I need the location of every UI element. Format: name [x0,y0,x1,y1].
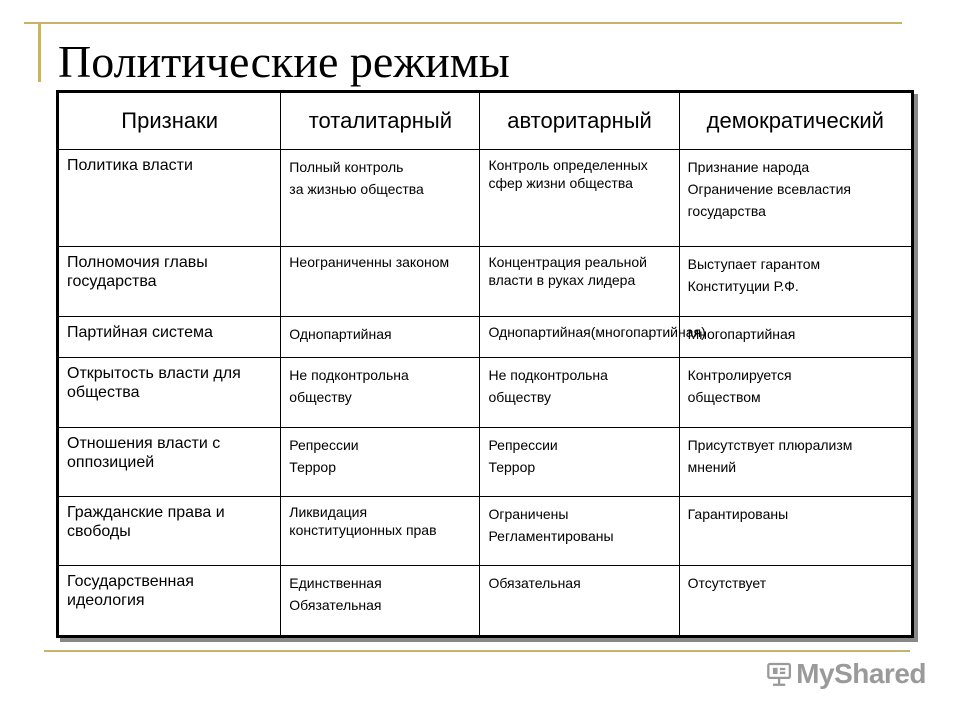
cell-line: Ликвидация конституционных прав [289,503,437,538]
authoritarian-cell [480,247,679,316]
feature-cell: Открытость власти для общества [58,358,281,427]
democratic-cell [679,566,912,637]
cell-line: Признание народа [687,159,810,175]
cell-line: Регламентированы [488,527,614,544]
table-body [58,150,913,637]
header-democratic: демократический [679,92,912,150]
cell-line: мнений [687,458,737,475]
cell-line: Концентрация реальной власти в руках лидера [488,254,647,289]
cell-line: Однопартийная [289,325,392,342]
feature-cell: Политика власти [58,150,281,247]
cell-line: Единственная [289,575,382,592]
democratic-cell [679,150,912,247]
cell-line: Присутствует плюрализм [687,436,853,453]
cell-line: Террор [488,458,536,475]
header-totalitarian: тоталитарный [281,92,480,150]
cell-line: Выступает гарантом Конституции Р.Ф. [687,256,821,295]
cell-line: Полный контроль [289,159,404,175]
cell-line: Гарантированы [687,505,789,522]
totalitarian-cell [281,247,480,316]
cell-line: Неограниченны законом [289,254,450,271]
democratic-cell [679,496,912,565]
decorative-left-line [38,22,41,82]
authoritarian-cell [480,566,679,637]
decorative-bottom-line [44,650,910,652]
table-row [58,427,913,496]
totalitarian-cell [281,150,480,247]
regimes-table [56,90,914,638]
cell-line: Репрессии [289,436,359,453]
table-row [58,496,913,565]
feature-cell: Полномочия главы государства [58,247,281,316]
feature-cell: Отношения власти с оппозицией [58,427,281,496]
cell-line: Обязательная [289,597,382,614]
totalitarian-cell [281,358,480,427]
cell-line: обществу [488,389,551,406]
authoritarian-cell [480,150,679,247]
authoritarian-cell [480,358,679,427]
totalitarian-cell [281,566,480,637]
table-row [58,566,913,637]
table-row [58,247,913,316]
cell-line: за жизнью общества [289,181,424,197]
cell-line: Контроль определенных сфер жизни общества [488,157,648,191]
democratic-cell [679,316,912,358]
cell-line: Контролируется [687,367,792,384]
cell-line: Отсутствует [687,575,767,592]
cell-line: Ограничены [488,505,569,522]
authoritarian-cell [480,496,679,565]
table-header-row [58,92,913,150]
cell-line: Однопартийная(многопартийная) [488,323,706,340]
header-features: Признаки [58,92,281,150]
cell-line: Ограничение всевластия государства [687,181,851,219]
header-authoritarian: авторитарный [480,92,679,150]
feature-cell: Гражданские права и свободы [58,496,281,565]
watermark-logo [766,654,926,694]
democratic-cell [679,427,912,496]
authoritarian-cell [480,316,706,358]
table-row [58,316,913,358]
democratic-cell [679,358,912,427]
decorative-top-line [24,22,902,24]
watermark-text: MyShared [796,658,926,689]
authoritarian-cell [480,427,679,496]
cell-line: обществу [289,389,352,406]
table-row [58,150,913,247]
feature-cell: Партийная система [58,316,281,358]
totalitarian-cell [281,316,480,358]
cell-line: Не подконтрольна [289,367,409,384]
totalitarian-cell [281,496,480,565]
cell-line: Репрессии [488,436,558,453]
feature-cell: Государственная идеология [58,566,281,637]
cell-line: обществом [687,389,761,406]
democratic-cell [679,247,912,316]
page-title: Политические режимы [58,36,510,87]
cell-line: Террор [289,458,336,475]
cell-line: Обязательная [488,575,581,592]
table-row [58,358,913,427]
presentation-icon [766,657,792,691]
totalitarian-cell [281,427,480,496]
cell-line: Многопартийная [687,325,796,342]
cell-line: Не подконтрольна [488,367,608,384]
